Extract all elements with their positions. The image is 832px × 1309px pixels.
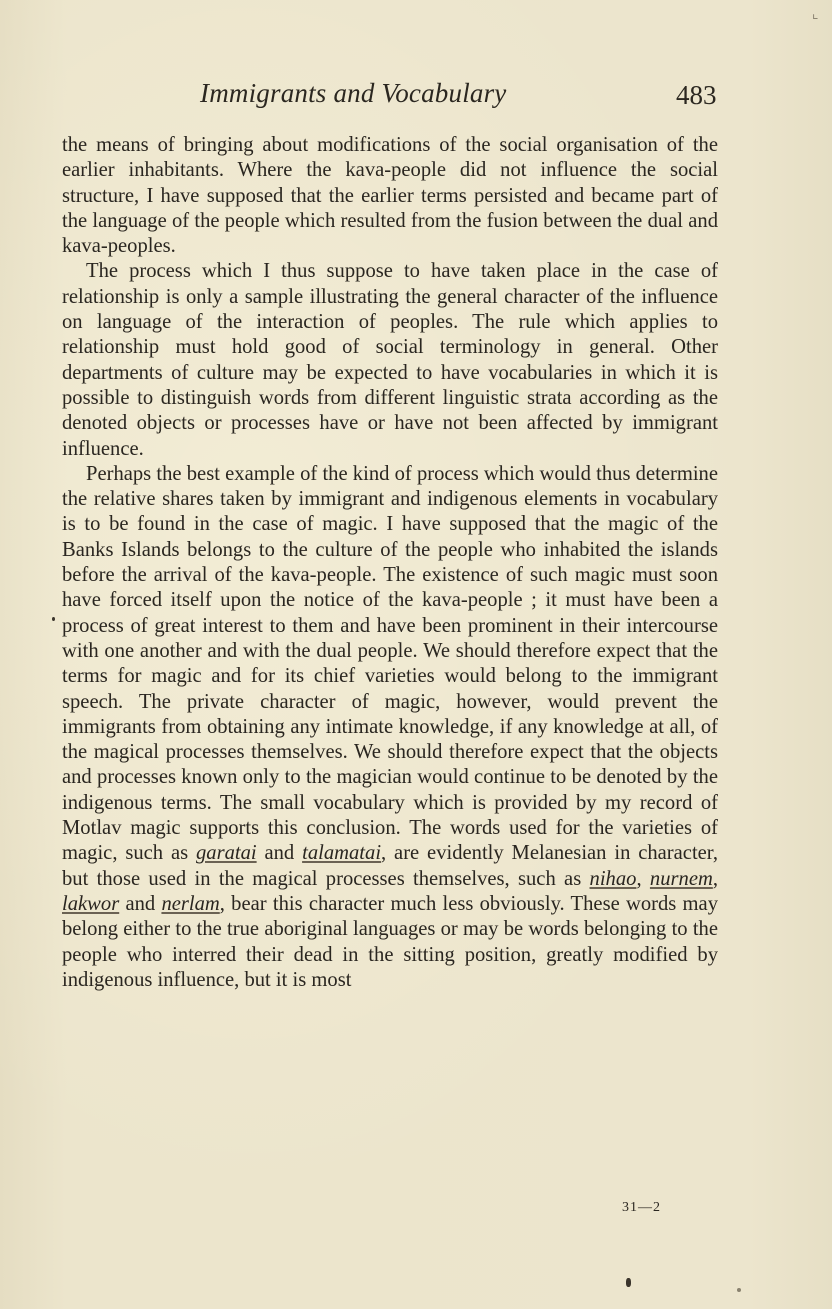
connector-and-2: and [119, 892, 162, 915]
running-header [200, 78, 720, 118]
paragraph-1: the means of bringing about modifications of the social organisation of the earlier inhabitants. Where the kava-people did not influence the social structure, I have supposed that the earlier terms persisted and became part of the language of the people which resulted from the fusion between the dual and kava-peoples. [62, 134, 718, 258]
body-text [62, 133, 718, 993]
separator-1: , [636, 867, 650, 890]
paragraph-3 [62, 462, 718, 993]
ink-speck [626, 1278, 631, 1287]
paragraph-2: The process which I thus suppose to have taken place in the case of relationship is only a sample illustrating the general character of the influence on language of the interaction of peoples. The rule which applies to relationship must hold good of social terminology in general. Other departments of culture may be expected to have vocabularies in which it is possible to distinguish words from different linguistic strata according as the denoted objects or processes have or have not been affected by immigrant influence. [62, 260, 718, 460]
ink-speck [52, 617, 55, 621]
term-talamatai: talamatai [302, 842, 382, 865]
connector-and-1: and [256, 842, 303, 865]
term-nerlam: nerlam [161, 892, 220, 915]
paragraph-3-text-a: Perhaps the best example of the kind of process which would thus determine the relative shares taken by immigrant and indigenous elements in vocabulary is to be found in the case of magic. I have supposed that the magic of the Banks Islands belongs to the culture of the people who inhabited the islands before the arrival of the kava-people. The existence of such magic must soon have forced itself upon the notice of the kava-people ; it must have been a process of great interest to them and have been prominent in their intercourse with one another and with the dual people. We should therefore expect that the terms for magic and for its chief varieties would belong to the immigrant speech. The private character of magic, however, would prevent the immigrants from obtaining any intimate knowledge, if any knowledge at all, of the magical processes themselves. We should therefore expect that the objects and processes known only to the magician would continue to be denoted by the indigenous terms. The small vocabulary which is provided by my record of Motlav magic supports this conclusion. The words used for the varieties of magic, such as [62, 462, 718, 865]
term-garatai: garatai [195, 842, 257, 865]
term-lakwor: lakwor [62, 892, 120, 915]
term-nihao: nihao [589, 867, 637, 890]
paragraph-3-text-c: , bear this character much less obviously. These words may belong either to the true aboriginal languages or may be words belonging to the people who interred their dead in the sitting position, greatly modified by indigenous influence, but it is most [62, 892, 718, 991]
margin-mark: ⌞ [812, 6, 819, 22]
term-nurnem: nurnem [649, 867, 713, 890]
ink-speck [737, 1288, 741, 1292]
page-number: 483 [676, 80, 717, 110]
signature-mark: 31—2 [622, 1200, 661, 1215]
paragraph-3-text-b: , are evidently Melanesian in character, but those used in the magical processes themselves, such as [62, 842, 718, 890]
separator-2: , [712, 867, 718, 890]
running-title: Immigrants and Vocabulary [200, 78, 507, 108]
